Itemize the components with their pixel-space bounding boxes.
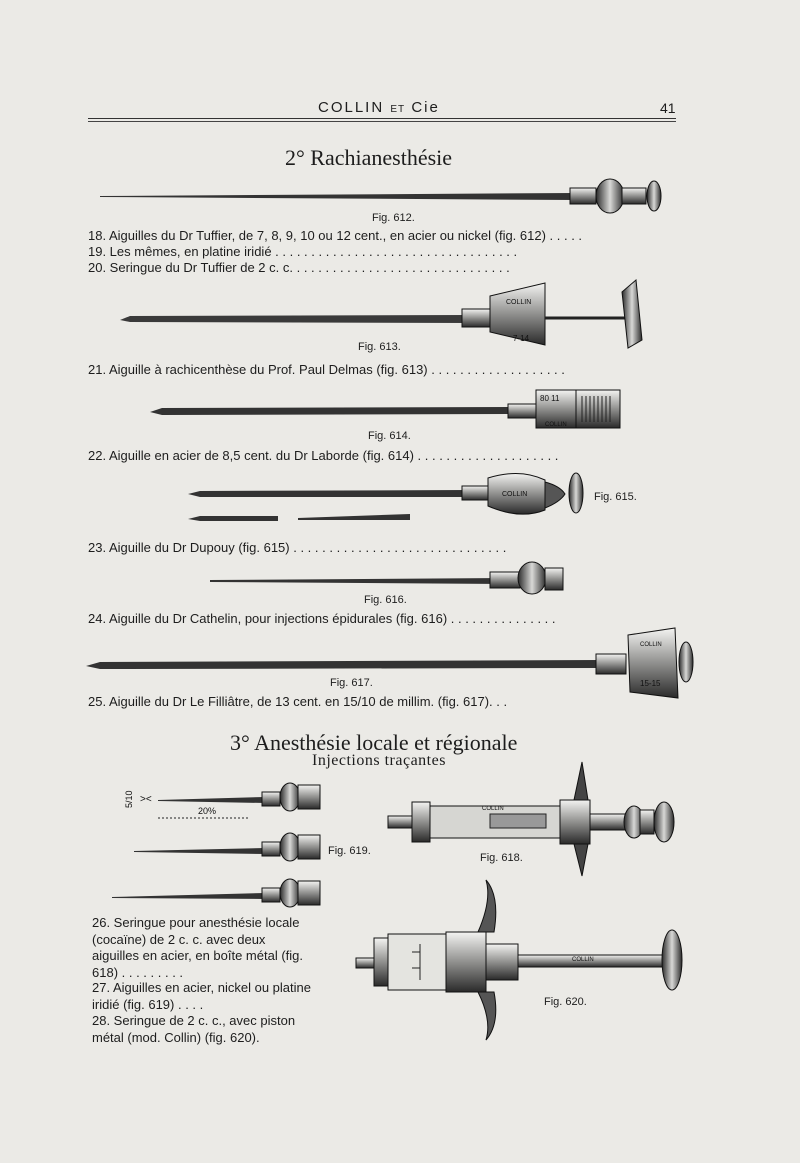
collin-mark-620: COLLIN <box>572 957 594 963</box>
collin-mark-613: COLLIN <box>506 299 532 306</box>
needle-fig-614 <box>150 390 620 428</box>
size-mark-614: 80 11 <box>540 394 560 403</box>
collin-mark-615: COLLIN <box>502 491 528 498</box>
item-25: 25. Aiguille du Dr Le Filliâtre, de 13 cent. en 15/10 de millim. (fig. 617). . . <box>88 694 508 709</box>
needle-fig-612 <box>100 179 661 213</box>
item-27: 27. Aiguilles en acier, nickel ou platine iridié (fig. 619) . . . . <box>92 980 311 1012</box>
collin-mark-617: COLLIN <box>640 642 662 648</box>
fig-615-caption: Fig. 615. <box>594 491 637 503</box>
dimension-mark-619: 20% <box>198 806 217 816</box>
fig-618-caption: Fig. 618. <box>480 852 523 864</box>
fig-612-caption: Fig. 612. <box>372 212 415 224</box>
item-19: 19. Les mêmes, en platine iridié . . . . . . . . . . . . . . . . . . . . . . . . . . . . . . . . . . <box>88 244 518 259</box>
fig-614-caption: Fig. 614. <box>368 430 411 442</box>
section-title-rachianesthesie: 2° Rachianesthésie <box>285 145 453 170</box>
fig-619-caption: Fig. 619. <box>328 845 371 857</box>
item-26: 26. Seringue pour anesthésie locale (cocaïne) de 2 c. c. avec deux aiguilles en acier, en boîte métal (fig. 618) . . . . . . . . . <box>92 915 304 980</box>
page-number: 41 <box>660 100 676 116</box>
section-subtitle-injections: Injections traçantes <box>312 752 446 769</box>
collin-mark-618: COLLIN <box>482 806 504 812</box>
collin-mark-614: COLLIN <box>545 422 567 428</box>
header-cie: Cie <box>411 99 440 116</box>
needle-fig-616 <box>210 562 563 594</box>
fig-620-caption: Fig. 620. <box>544 996 587 1008</box>
needle-fig-613 <box>120 280 642 348</box>
syringe-fig-618 <box>388 762 674 876</box>
item-20: 20. Seringue du Dr Tuffier de 2 c. c. . . . . . . . . . . . . . . . . . . . . . . . . . . . . . . <box>88 260 510 275</box>
needles-fig-619 <box>112 783 320 907</box>
fig-616-caption: Fig. 616. <box>364 594 407 606</box>
svg-text:><: >< <box>140 794 152 805</box>
needle-fig-615 <box>188 473 583 521</box>
item-18: 18. Aiguilles du Dr Tuffier, de 7, 8, 9, 10 ou 12 cent., en acier ou nickel (fig. 612) . . . . . <box>88 228 583 243</box>
header-et: ET <box>390 104 406 115</box>
item-24: 24. Aiguille du Dr Cathelin, pour injections épidurales (fig. 616) . . . . . . . . . . . . . . . <box>88 611 556 626</box>
size-mark-617: 15-15 <box>640 679 661 688</box>
needle-fig-617 <box>86 628 693 698</box>
fraction-mark-619: 5/10 <box>124 790 134 808</box>
section-title-anesthesie-locale: 3° Anesthésie locale et régionale <box>230 730 518 755</box>
item-21: 21. Aiguille à rachicenthèse du Prof. Paul Delmas (fig. 613) . . . . . . . . . . . . . . . . . . . <box>88 362 565 377</box>
item-23: 23. Aiguille du Dr Dupouy (fig. 615) . . . . . . . . . . . . . . . . . . . . . . . . . . . . . . <box>88 540 507 555</box>
fig-613-caption: Fig. 613. <box>358 341 401 353</box>
size-mark-613: 7-14 <box>513 334 530 343</box>
item-22: 22. Aiguille en acier de 8,5 cent. du Dr Laborde (fig. 614) . . . . . . . . . . . . . . . . . . . . <box>88 448 559 463</box>
fig-617-caption: Fig. 617. <box>330 677 373 689</box>
syringe-fig-620 <box>356 880 682 1040</box>
item-28: 28. Seringue de 2 c. c., avec piston métal (mod. Collin) (fig. 620). <box>92 1013 296 1045</box>
header-title: COLLIN <box>318 99 385 116</box>
